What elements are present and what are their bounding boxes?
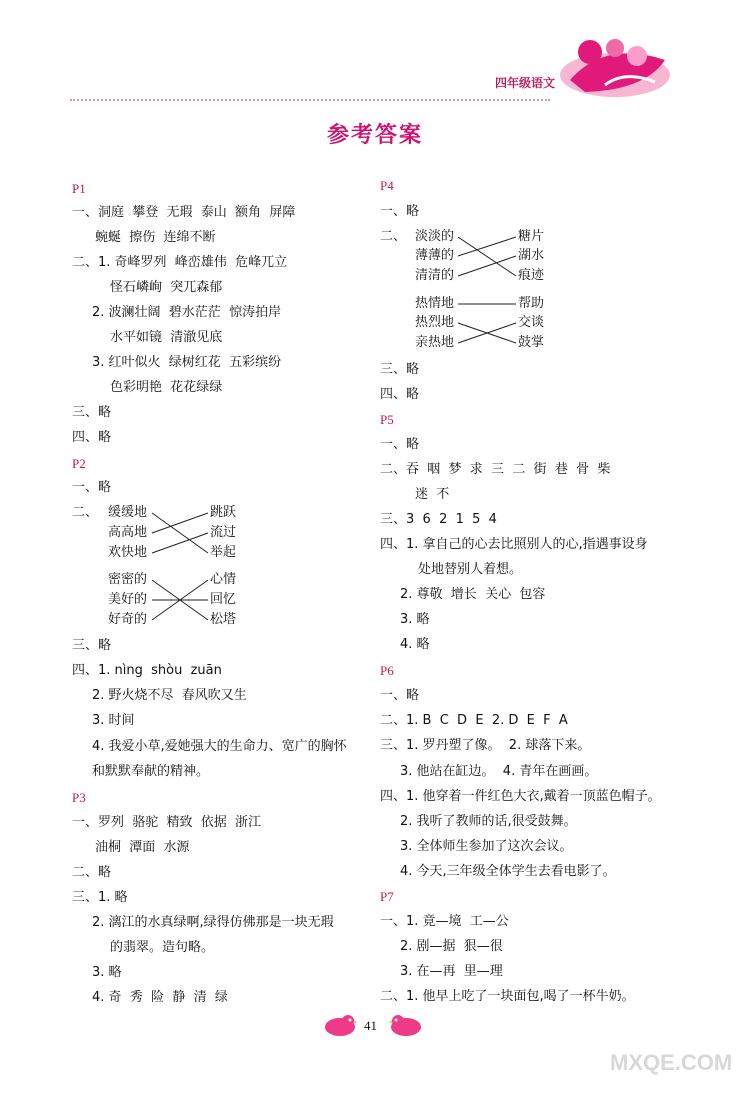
match-right-item: 松塔 xyxy=(210,612,237,627)
answer-line: 二、吞 咽 梦 求 三 二 街 巷 骨 柴 xyxy=(380,462,611,477)
match-right-item: 举起 xyxy=(210,545,237,560)
answer-line: 水平如镜 清澈见底 xyxy=(110,330,223,345)
answer-line: 4. 我爱小草,爱她强大的生命力、宽广的胸怀 xyxy=(92,739,347,754)
answer-line: 四、1. nìng shòu zuān xyxy=(72,663,222,678)
answer-line: 4. 奇 秀 险 静 清 绿 xyxy=(92,990,228,1005)
match-right-item: 糖片 xyxy=(518,229,545,244)
answer-line: 一、略 xyxy=(72,480,112,495)
answer-line: 3. 略 xyxy=(92,965,122,980)
match-right-item: 心情 xyxy=(210,572,237,587)
answer-line: 一、略 xyxy=(380,688,420,703)
footer-bird-right-icon xyxy=(388,1012,424,1042)
answer-line: 2. 野火烧不尽 春风吹又生 xyxy=(92,688,247,703)
watermark: MXQE.COM xyxy=(610,1050,733,1075)
answer-line: 二、1. 他早上吃了一块面包,喝了一杯牛奶。 xyxy=(380,989,635,1004)
answer-line: 三、3 6 2 1 5 4 xyxy=(380,512,497,527)
match-left-item: 淡淡的 xyxy=(415,229,455,244)
match-left-item: 高高地 xyxy=(108,525,148,540)
answer-line: 3. 时间 xyxy=(92,713,135,728)
answer-line: 一、略 xyxy=(380,204,420,219)
grade-label: 四年级语文 xyxy=(495,76,556,90)
answer-line: 2. 波澜壮阔 碧水茫茫 惊涛拍岸 xyxy=(92,305,282,320)
answer-line: 3. 他站在缸边。 4. 青年在画画。 xyxy=(400,764,598,779)
answer-line: 色彩明艳 花花绿绿 xyxy=(110,380,223,395)
answer-line: 二、1. 奇峰罗列 峰峦雄伟 危峰兀立 xyxy=(72,255,288,270)
page-title: 参考答案 xyxy=(326,123,423,148)
answer-line: 2. 我听了教师的话,很受鼓舞。 xyxy=(400,814,577,829)
answer-line: 四、略 xyxy=(380,387,420,402)
answer-line: 一、洞庭 攀登 无瑕 泰山 额角 屏障 xyxy=(72,205,296,220)
answer-line: 油桐 潭面 水源 xyxy=(95,840,190,855)
answer-line: 3. 全体师生参加了这次会议。 xyxy=(400,839,573,854)
answer-line: 三、1. 略 xyxy=(72,890,128,905)
answer-line: 二、略 xyxy=(72,865,112,880)
answer-line: 三、略 xyxy=(380,362,420,377)
answer-line: 二、 xyxy=(380,229,407,244)
answer-line: 四、1. 拿自己的心去比照别人的心,指遇事设身 xyxy=(380,537,648,552)
match-right-item: 流过 xyxy=(210,525,237,540)
answer-line: 3. 略 xyxy=(400,612,430,627)
section-label-p7: P7 xyxy=(380,889,394,904)
match-left-item: 清清的 xyxy=(415,268,455,283)
answer-line: 四、1. 他穿着一件红色大衣,戴着一顶蓝色帽子。 xyxy=(380,789,661,804)
match-right-item: 回忆 xyxy=(210,592,237,607)
answer-line: 一、略 xyxy=(380,437,420,452)
section-label-p1: P1 xyxy=(72,181,86,196)
answer-line: 二、 xyxy=(72,505,99,520)
match-left-item: 亲热地 xyxy=(415,335,455,350)
answer-line: 二、1. B C D E 2. D E F A xyxy=(380,713,568,728)
section-label-p2: P2 xyxy=(72,456,86,471)
section-label-p5: P5 xyxy=(380,412,394,427)
match-right-item: 跳跃 xyxy=(210,505,237,520)
section-label-p6: P6 xyxy=(380,663,394,678)
match-left-item: 热情地 xyxy=(415,296,455,311)
page-number: 41 xyxy=(364,1018,377,1033)
match-right-item: 帮助 xyxy=(518,296,545,311)
match-left-item: 欢快地 xyxy=(108,545,148,560)
answer-line: 三、略 xyxy=(72,638,112,653)
answer-line: 一、罗列 骆驼 精致 依据 浙江 xyxy=(72,815,262,830)
match-left-item: 缓缓地 xyxy=(108,505,148,520)
answer-line: 的翡翠。造句略。 xyxy=(110,940,215,955)
match-left-item: 美好的 xyxy=(108,592,148,607)
answer-line: 处地替别人着想。 xyxy=(418,562,523,577)
answer-line: 三、1. 罗丹塑了像。 2. 球落下来。 xyxy=(380,738,591,753)
answer-line: 3. 在—再 里—理 xyxy=(400,964,503,979)
section-label-p4: P4 xyxy=(380,178,394,193)
answer-line: 4. 略 xyxy=(400,637,430,652)
match-right-item: 交谈 xyxy=(518,315,545,330)
answer-line: 2. 剧—据 狠—很 xyxy=(400,939,503,954)
match-left-item: 热烈地 xyxy=(415,315,455,330)
match-left-item: 密密的 xyxy=(108,572,148,587)
footer-bird-left-icon xyxy=(322,1012,358,1042)
match-right-item: 痕迹 xyxy=(518,268,545,283)
match-left-item: 薄薄的 xyxy=(415,248,455,263)
match-right-item: 湖水 xyxy=(518,248,545,263)
answer-line: 3. 红叶似火 绿树红花 五彩缤纷 xyxy=(92,355,282,370)
answer-line: 和默默奉献的精神。 xyxy=(92,764,210,779)
answer-line: 四、略 xyxy=(72,430,112,445)
answer-line: 2. 尊敬 增长 关心 包容 xyxy=(400,587,546,602)
section-label-p3: P3 xyxy=(72,790,86,805)
answer-line: 迷 不 xyxy=(415,487,450,502)
answer-line: 怪石嶙峋 突兀森郁 xyxy=(110,280,223,295)
answer-line: 4. 今天,三年级全体学生去看电影了。 xyxy=(400,864,616,879)
answer-line: 三、略 xyxy=(72,405,112,420)
match-right-item: 鼓掌 xyxy=(518,335,545,350)
answer-line: 一、1. 竟—境 工—公 xyxy=(380,914,509,929)
answer-line: 蜿蜒 擦伤 连绵不断 xyxy=(95,230,216,245)
match-left-item: 好奇的 xyxy=(108,612,148,627)
answer-line: 2. 漓江的水真绿啊,绿得仿佛那是一块无瑕 xyxy=(92,915,334,930)
